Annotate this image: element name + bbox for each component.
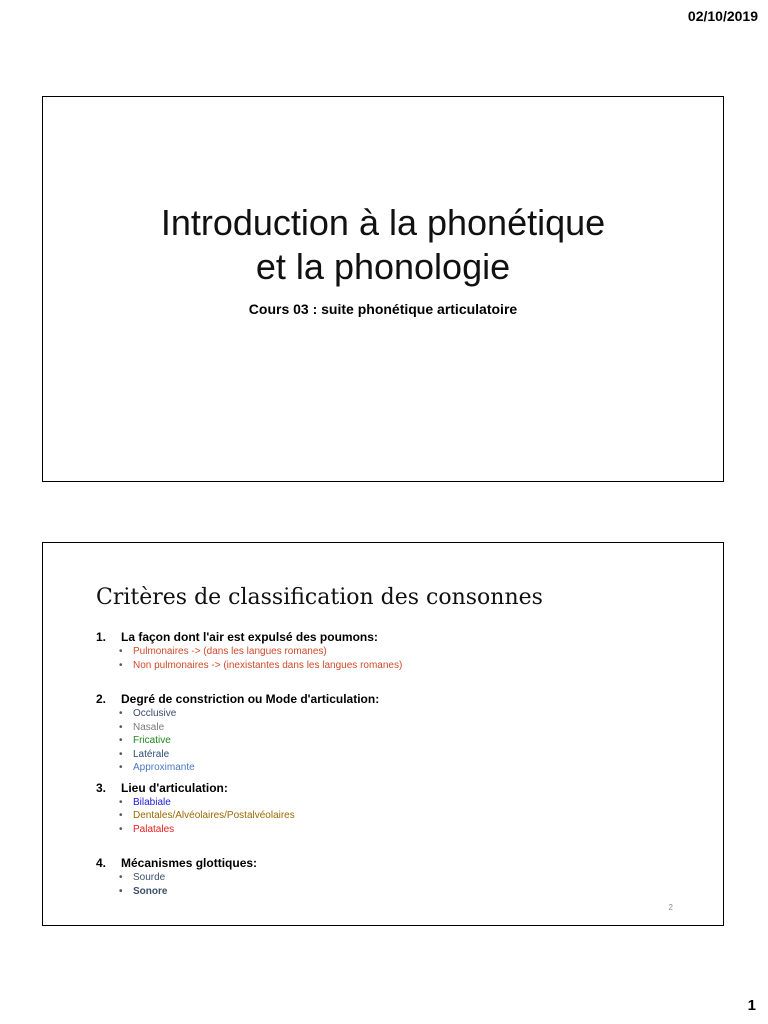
- slide-2: [42, 542, 724, 926]
- criterion-number: 2.: [96, 692, 107, 706]
- list-item: • Non pulmonaires -> (inexistantes dans les langues romanes): [119, 659, 696, 673]
- criterion-label: Degré de constriction ou Mode d'articulation:: [121, 692, 380, 706]
- list-item: • Approximante: [119, 761, 696, 775]
- list-item: • Dentales/Alvéolaires/Postalvéolaires: [119, 809, 696, 823]
- criterion-1: [96, 630, 696, 672]
- criterion-4: [96, 856, 696, 898]
- criterion-number: 3.: [96, 780, 107, 795]
- criterion-3: [96, 781, 696, 837]
- list-item: • Nasale: [119, 721, 696, 735]
- criterion-label: Mécanismes glottiques:: [121, 856, 258, 870]
- list-item: • Palatales: [119, 823, 696, 837]
- slide-1-subtitle: Cours 03 : suite phonétique articulatoire: [248, 301, 518, 317]
- slide-1-title-line-1: Introduction à la phonétique: [160, 202, 606, 243]
- criteria-list: [96, 630, 696, 911]
- list-item: • Latérale: [119, 748, 696, 762]
- page-number: 1: [747, 997, 756, 1014]
- list-item: • Sourde: [119, 871, 696, 885]
- list-item: • Sonore: [119, 885, 696, 899]
- criterion-number: 4.: [96, 856, 107, 870]
- criterion-number: 1.: [96, 630, 107, 644]
- slide-1: [42, 96, 724, 482]
- criterion-2: [96, 692, 696, 775]
- list-item: • Fricative: [119, 734, 696, 748]
- slide-2-number: 2: [668, 903, 673, 912]
- criterion-label: Lieu d'articulation:: [121, 780, 228, 795]
- slide-1-title-line-2: et la phonologie: [255, 246, 511, 287]
- list-item: • Bilabiale: [119, 796, 696, 810]
- criterion-label: La façon dont l'air est expulsé des poumons:: [121, 630, 378, 644]
- list-item: • Pulmonaires -> (dans les langues romanes): [119, 645, 696, 659]
- slide-1-title: [43, 201, 723, 289]
- list-item: • Occlusive: [119, 707, 696, 721]
- slide-2-title: Critères de classification des consonnes: [96, 585, 543, 610]
- page-date: 02/10/2019: [687, 8, 758, 24]
